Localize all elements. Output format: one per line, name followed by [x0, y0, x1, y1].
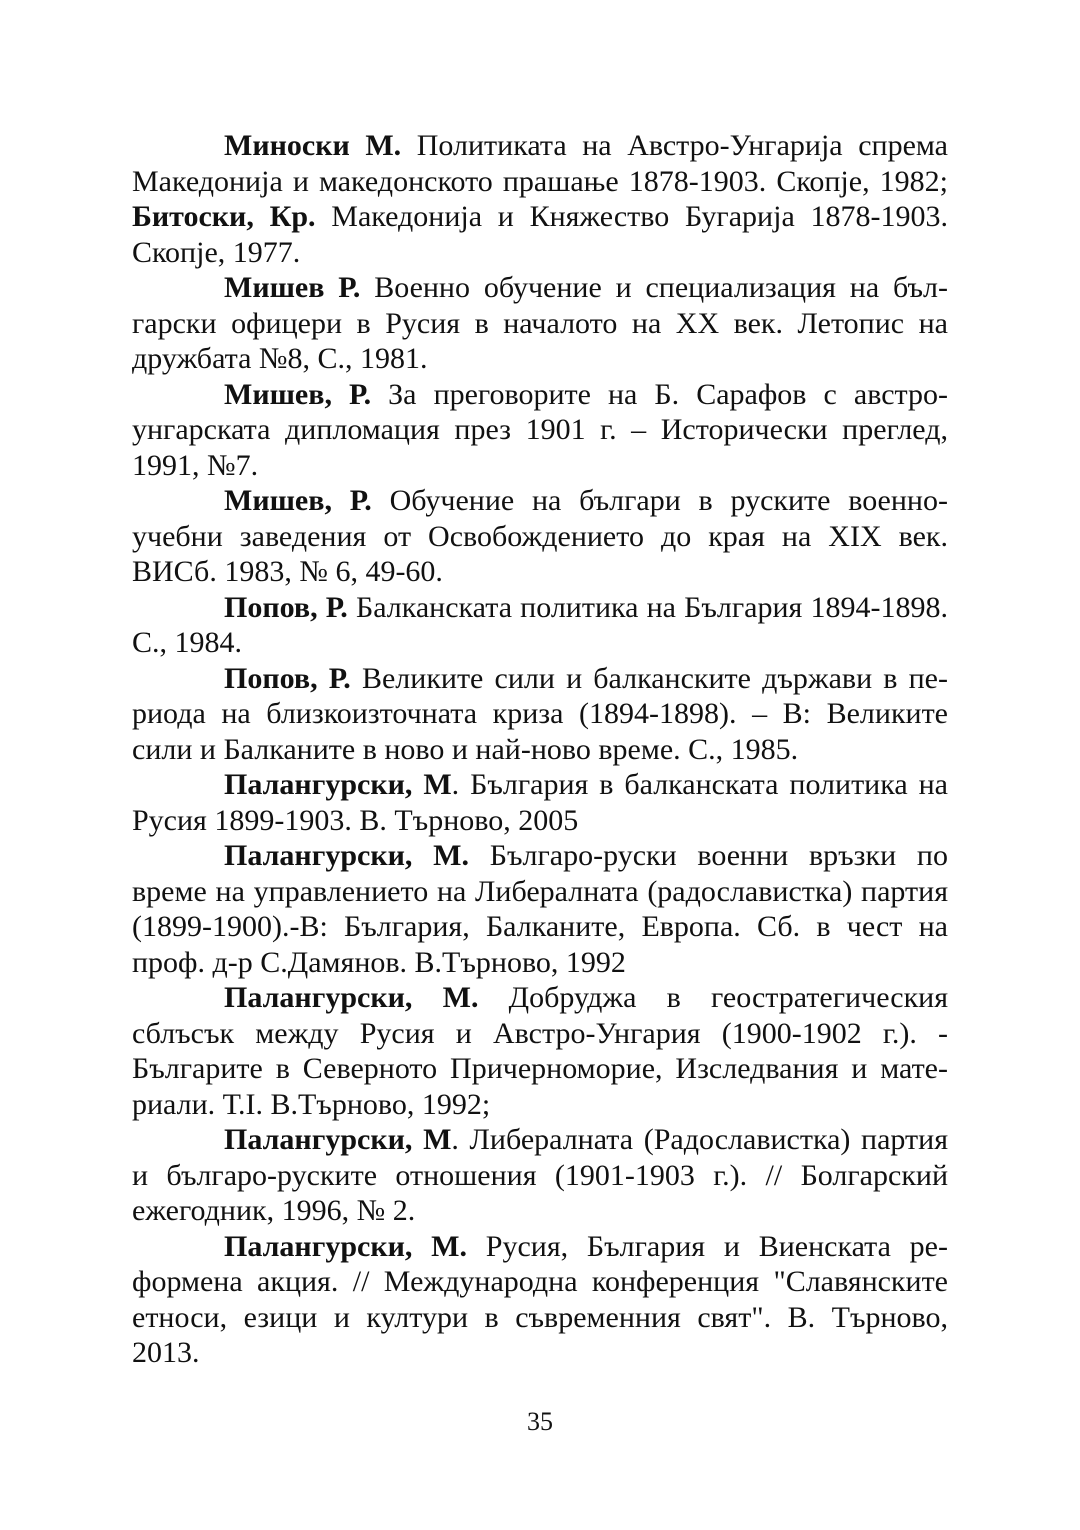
entry-text: Балканската политика на България 1894-1898. С., 1984. — [132, 590, 948, 659]
entry-text: . Либералната (Радославистка) партия и българо-руските отношения (1901-1903 г.). // Болгарский ежегодник, 1996, № 2. — [132, 1123, 948, 1227]
entry-author: Мишев, Р. — [224, 377, 372, 411]
bibliography-entry-palangurski-5 — [132, 1229, 948, 1371]
entry-author: Миноски М. — [224, 129, 402, 162]
bibliography-entry-palangurski-3 — [132, 980, 948, 1122]
entry-author: Палангурски, М. — [224, 1229, 467, 1263]
entry-author: Палангурски, М — [224, 768, 452, 801]
entry-author: Палангурски, М. — [224, 839, 469, 872]
entry-text-secondary: Македонија и Княжество Бугарија 1878-1903. Скопје, 1977. — [132, 200, 948, 269]
entry-text: Българо-руски военни връзки по време на управлението на Либералната (радославистка) партия (1899-1900).-В: България, Балканите, Европа. Сб. в чест на проф. д-р С.Дамянов. В.Търново, 1992 — [132, 839, 948, 979]
bibliography-entry-mishev-3 — [132, 483, 948, 590]
entry-author: Мишев, Р. — [224, 484, 372, 517]
bibliography-entry-popov-2 — [132, 661, 948, 768]
bibliography-entry-palangurski-4 — [132, 1122, 948, 1229]
entry-text: Обучение на българи в руските военноучебни заведения от Освобождението до края на ХІХ век. ВИСб. 1983, № 6, 49-60. — [132, 484, 948, 588]
entry-author: Палангурски, М. — [224, 981, 479, 1014]
bibliography-entry-palangurski-1 — [132, 767, 948, 838]
bibliography-entry-mishev-2 — [132, 377, 948, 484]
bibliography-list — [132, 128, 948, 1371]
entry-author-secondary: Битоски, Кр. — [132, 200, 316, 233]
bibliography-entry-popov-1 — [132, 590, 948, 661]
entry-text: Политиката на Австро-Унгарија спрема Македонија и македонското прашање 1878-1903. Скопје, 1982; — [132, 129, 948, 198]
entry-text: За преговорите на Б. Сарафов с австроунгарската дипломация през 1901 г. – Исторически преглед, 1991, №7. — [132, 377, 948, 482]
bibliography-entry-minoski — [132, 128, 948, 270]
bibliography-entry-palangurski-2 — [132, 838, 948, 980]
bibliography-entry-mishev-1 — [132, 270, 948, 377]
page-number: 35 — [527, 1407, 553, 1436]
entry-author: Палангурски, М — [224, 1123, 452, 1156]
entry-author: Попов, Р. — [224, 590, 348, 624]
entry-text: Добруджа в геостратегическия сблъсък между Русия и Австро-Унгария (1900-1902 г.). - Българите в Северното Причерноморие, Изследвания и материали. Т.І. В.Търново, 1992; — [132, 981, 948, 1121]
entry-author: Попов, Р. — [224, 661, 351, 695]
entry-text: . България в балканската политика на Русия 1899-1903. В. Търново, 2005 — [132, 768, 948, 837]
entry-text: Военно обучение и специализация на български офицери в Русия в началото на ХХ век. Летопис на дружбата №8, С., 1981. — [132, 271, 948, 375]
entry-text: Русия, България и Виенската реформена акция. // Международна конференция "Славянските етноси, езици и култури в съвременния свят". В. Търново, 2013. — [132, 1229, 948, 1369]
entry-text: Великите сили и балканските държави в периода на близкоизточната криза (1894-1898). – В: Великите сили и Балканите в ново и най-ново време. С., 1985. — [132, 661, 948, 766]
entry-author: Мишев Р. — [224, 271, 361, 304]
